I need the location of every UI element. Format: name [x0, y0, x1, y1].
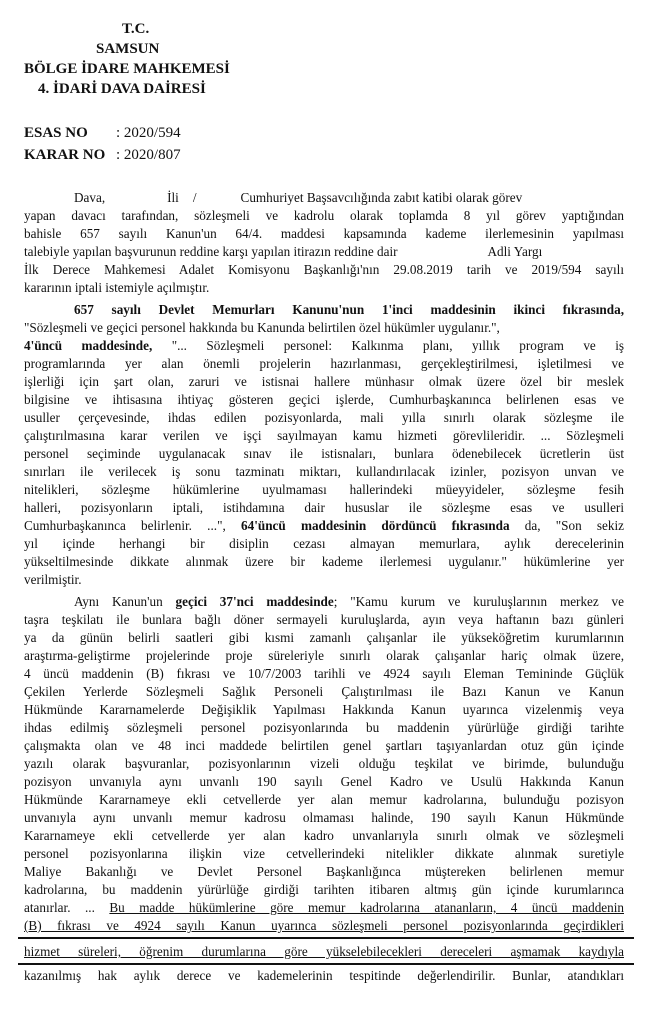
header-city: SAMSUN: [96, 41, 160, 57]
p3-line1: Aynı Kanun'un geçici 37'nci maddesinde; "Kamu kurum ve kuruluşlarının merkez ve: [74, 594, 625, 609]
p3-line20: hizmet süreleri, öğrenim durumlarına göre yükselebilecekleri dereceleri aşmamak kaydıyla: [24, 944, 624, 959]
highlight-rule-bottom: [18, 963, 634, 965]
karar-value: : 2020/807: [116, 147, 181, 163]
p2-line1: 657 sayılı Devlet Memurları Kanunu'nun 1'inci maddesinin ikinci fıkrasında,: [74, 302, 624, 317]
p2-line8: çalıştırılmasına karar verilen ve işçi sayılmayan kamu hizmeti görevlileridir. ... Sözleşmeli: [24, 428, 624, 443]
p3-line6: Çekilen Yerlerde Sözleşmeli Sağlık Personeli Çalıştırılması ile Bazı Kanun ve Kanun: [24, 684, 624, 699]
p3-line4: araştırma-geliştirme projelerinde proje süreleriyle sınırlı olarak çalışanlar hariç olmak üzere,: [24, 648, 624, 663]
p2-line2: "Sözleşmeli ve geçici personel hakkında bu Kanunda belirtilen özel hükümler uygulanır.",: [24, 320, 500, 335]
p3-line2: taşra teşkilatı ile bunlara bağlı döner sermayeli kuruluşlarda, ayın veya haftanın bazı günleri: [24, 612, 624, 627]
p3-line18: atanırlar. ... Bu madde hükümlerine göre memur kadrolarına atananların, 4 üncü maddenin: [24, 900, 624, 915]
esas-row: [24, 124, 181, 142]
p2-line15: yükseltilmesinde dikkate alınmak üzere bir kademe ilerlemesi uygulanır." hükümlerine yer: [24, 554, 624, 569]
p2-line11: nitelikleri, sözleşme hükümlerine uyulmaması hallerindeki müeyyideler, sözleşme fesih: [24, 482, 624, 497]
p1-line6: kararının iptali istemiyle açılmıştır.: [24, 280, 210, 295]
highlight-rule-top: [18, 937, 634, 939]
p2-line3: 4'üncü maddesinde, "... Sözleşmeli personel: Kalkınma planı, yıllık program ve iş: [24, 338, 625, 353]
underlined-passage: Bu madde hükümlerine göre memur kadrolarına atananların, 4 üncü maddenin: [109, 900, 624, 915]
p1-line1: Dava, İli / Cumhuriyet Başsavcılığında zabıt katibi olarak görev: [74, 190, 523, 205]
p3-line16: Maliye Bakanlığı ve Devlet Personel Başkanlığınca müştereken belirlenen memur: [24, 864, 624, 879]
karar-label: KARAR NO: [24, 147, 106, 163]
p1-line3: bahisle 657 sayılı Kanun'un 64/4. maddesi kapsamında kademe ilerlemesinin yapılması: [24, 226, 624, 241]
header-court: BÖLGE İDARE MAHKEMESİ: [24, 61, 230, 77]
p2-line10: sınırları ile verilecek iş sonu tazminatı miktarı, kullandırılacak izinler, pozisyon unvan ve: [24, 464, 624, 479]
p1-line2: yapan davacı tarafından, sözleşmeli ve kadrolu olarak toplamda 8 yıl görev yaptığından: [24, 208, 624, 223]
p1-line5: İlk Derece Mahkemesi Adalet Komisyonu Başkanlığı'nın 29.08.2019 tarih ve 2019/594 sayılı: [24, 262, 624, 277]
p2-line14: yıl içinde herhangi bir disiplin cezası almayan memurlara, aylık derecelerinin: [24, 536, 624, 551]
p3-line9: çalışmakta olan ve 48 inci maddede belirtilen genel şartları taşıyanlardan otuz gün içinde: [24, 738, 624, 753]
p3-line21: kazanılmış hak aylık derece ve kademelerinin tespitinde değerlendirilir. Bunlar, atandıkları: [24, 968, 624, 983]
p2-line5: işlerliği için şart olan, zaruri ve istisnai hallere münhasır olmak üzere özel bir meslek: [24, 374, 624, 389]
p2-line6: bilgisine ve ihtisasına ihtiyaç gösteren geçici işlerde, Cumhurbaşkanınca belirlenen esas ve: [24, 392, 624, 407]
p3-line5: 4 üncü maddenin (B) fıkrası ve 10/7/2003 tarihli ve 4924 sayılı Eleman Temininde Güçlük: [24, 666, 624, 681]
p3-line8: ihdas edilmiş sözleşmeli personel pozisyonlarında bu maddenin yürürlüğe girdiği tarihte: [24, 720, 624, 735]
p3-line15: personel pozisyonlarına ilişkin vize cetvellerindeki nitelikler dikkate alınmak suretiyle: [24, 846, 624, 861]
redaction: [179, 201, 193, 202]
p3-line10: yazılı olarak başvuranlar, pozisyonlarının vizeli olduğu teşkilat ve birimde, bulunduğu: [24, 756, 624, 771]
redaction: [398, 255, 488, 256]
redaction: [197, 201, 241, 202]
header-chamber: 4. İDARİ DAVA DAİRESİ: [38, 81, 206, 97]
p3-line14: Kararnameye ekli cetvellerde yer alan kadro unvanlarıyla sınırlı olmak ve sözleşmeli: [24, 828, 624, 843]
p3-line11: pozisyon unvanıyla aynı unvanlı 190 sayılı Genel Kadro ve Usulü Hakkında Kanun: [24, 774, 624, 789]
p2-line4: programlarında yer alan önemli projelerin hazırlanması, gerçekleştirilmesi, işletilmesi ve: [24, 356, 624, 371]
karar-row: [24, 146, 181, 164]
header-tc: T.C.: [122, 21, 150, 37]
p3-line19: (B) fıkrası ve 4924 sayılı Kanun uyarınca sözleşmeli personel pozisyonlarında geçirdikleri: [24, 918, 624, 933]
esas-value: : 2020/594: [116, 125, 181, 141]
p3-line12: Hükmünde Kararnameye ekli cetvellerde yer alan memur kadrolarına, bulunduğu pozisyon: [24, 792, 624, 807]
p2-line9: personel seçiminde uygulanacak sınav ile istisnaları, bunlara ödenebilecek ücretlerin üst: [24, 446, 624, 461]
p2-line16: verilmiştir.: [24, 572, 82, 587]
esas-label: ESAS NO: [24, 125, 88, 141]
redaction: [105, 201, 167, 202]
p2-line13: Cumhurbaşkanınca belirlenir. ...", 64'üncü maddesinin dördüncü fıkrasında da, "Son sekiz: [24, 518, 625, 533]
p3-line3: ya da günün belirli saatleri gibi kısmi zamanlı çalışanlar ile yükseköğretim kurumlarının: [24, 630, 624, 645]
p1-line4: talebiyle yapılan başvurunun reddine karşı yapılan itirazın reddine dair Adli Yargı: [24, 244, 543, 259]
p2-line7: usuller çerçevesinde, ihdas edilen pozisyonlarda, mali yılla sınırlı olarak sözleşme ile: [24, 410, 624, 425]
p2-line12: halleri, pozisyonların iptali, istihdamına dair hususlar ile sözleşme esas ve usulleri: [24, 500, 624, 515]
p3-line13: unvanıyla aynı unvanlı memur kadrosu olmaması halinde, 190 sayılı Kanun Hükmünde: [24, 810, 624, 825]
p3-line7: Hükmünde Kararnamelerde Değişiklik Yapılması Hakkında Kanun uyarınca vizelenmiş veya: [24, 702, 624, 717]
p3-line17: kadrolarına, bu maddenin yürürlüğe girdiği tarihten itibaren altmış gün içinde kurumlarınca: [24, 882, 624, 897]
